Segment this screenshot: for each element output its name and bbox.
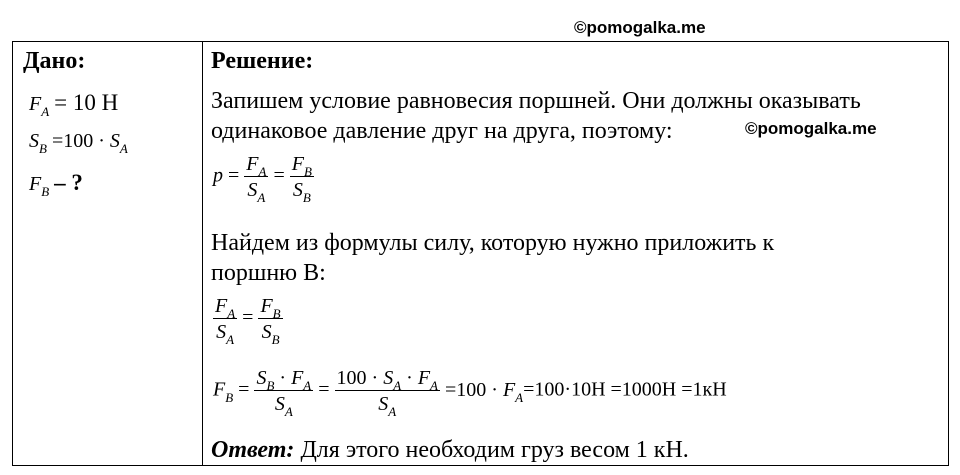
paragraph-2-line-2: поршню В:	[211, 260, 326, 286]
fraction-fa-sa-2: $\frac{F_A}{S_A}$	[215, 295, 236, 347]
given-header: Дано:	[23, 48, 86, 74]
fraction-100-sa-fa-sa: $\frac{100 \cdot S_A \cdot F_A}{S_A}$	[336, 367, 438, 419]
answer-text: Для этого необходим груз весом 1 кН.	[294, 437, 689, 463]
answer-line	[211, 435, 689, 465]
answer-label: Ответ:	[211, 437, 295, 463]
fraction-sb-fa-sa: $\frac{S_B \cdot F_A}{S_A}$	[256, 367, 312, 419]
given-fb: $F_B$ – ?	[29, 170, 83, 199]
column-divider	[202, 42, 203, 465]
paragraph-2-line-1: Найдем из формулы силу, которую нужно приложить к	[211, 230, 775, 256]
fraction-fb-sb: $\frac{F_B}{S_B}$	[291, 153, 312, 205]
watermark-top: ©pomogalka.me	[574, 18, 706, 37]
given-fa: $F_A = 10$ Н	[29, 90, 119, 119]
paragraph-1-line-2: одинаковое давление друг на друга, поэтому:	[211, 118, 673, 144]
given-fa-value: = 10 Н	[54, 90, 119, 115]
formula-pressure: p = $\frac{F_A}{S_A}$ = $\frac{F_B}{S_B}$	[213, 153, 312, 205]
formula-calculation: $F_B$ = $\frac{S_B \cdot F_A}{S_A}$ = $\frac{100 \cdot S_A \cdot F_A}{S_A}$ $=100 \cdot F_A=100\cdot 10H =1000H =1кH$	[213, 367, 727, 419]
given-sb: $S_B =100 \cdot S_A$	[29, 130, 128, 156]
formula-equality: $\frac{F_A}{S_A}$ = $\frac{F_B}{S_B}$	[215, 295, 281, 347]
calc-tail-2: =100·10H =1000H =1кH	[523, 378, 727, 401]
calc-100: 100	[336, 367, 367, 389]
watermark-middle: ©pomogalka.me	[745, 119, 877, 138]
fraction-fa-sa: $\frac{F_A}{S_A}$	[246, 153, 267, 205]
solution-header: Решение:	[211, 48, 314, 74]
calc-tail: $=100 \cdot F_A$	[445, 378, 524, 405]
solution-table	[12, 41, 949, 466]
paragraph-1-line-1: Запишем условие равновесия поршней. Они должны оказывать	[211, 88, 861, 114]
given-fb-question: – ?	[54, 170, 83, 195]
given-sb-value: =100	[51, 130, 94, 152]
fraction-fb-sb-2: $\frac{F_B}{S_B}$	[260, 295, 281, 347]
